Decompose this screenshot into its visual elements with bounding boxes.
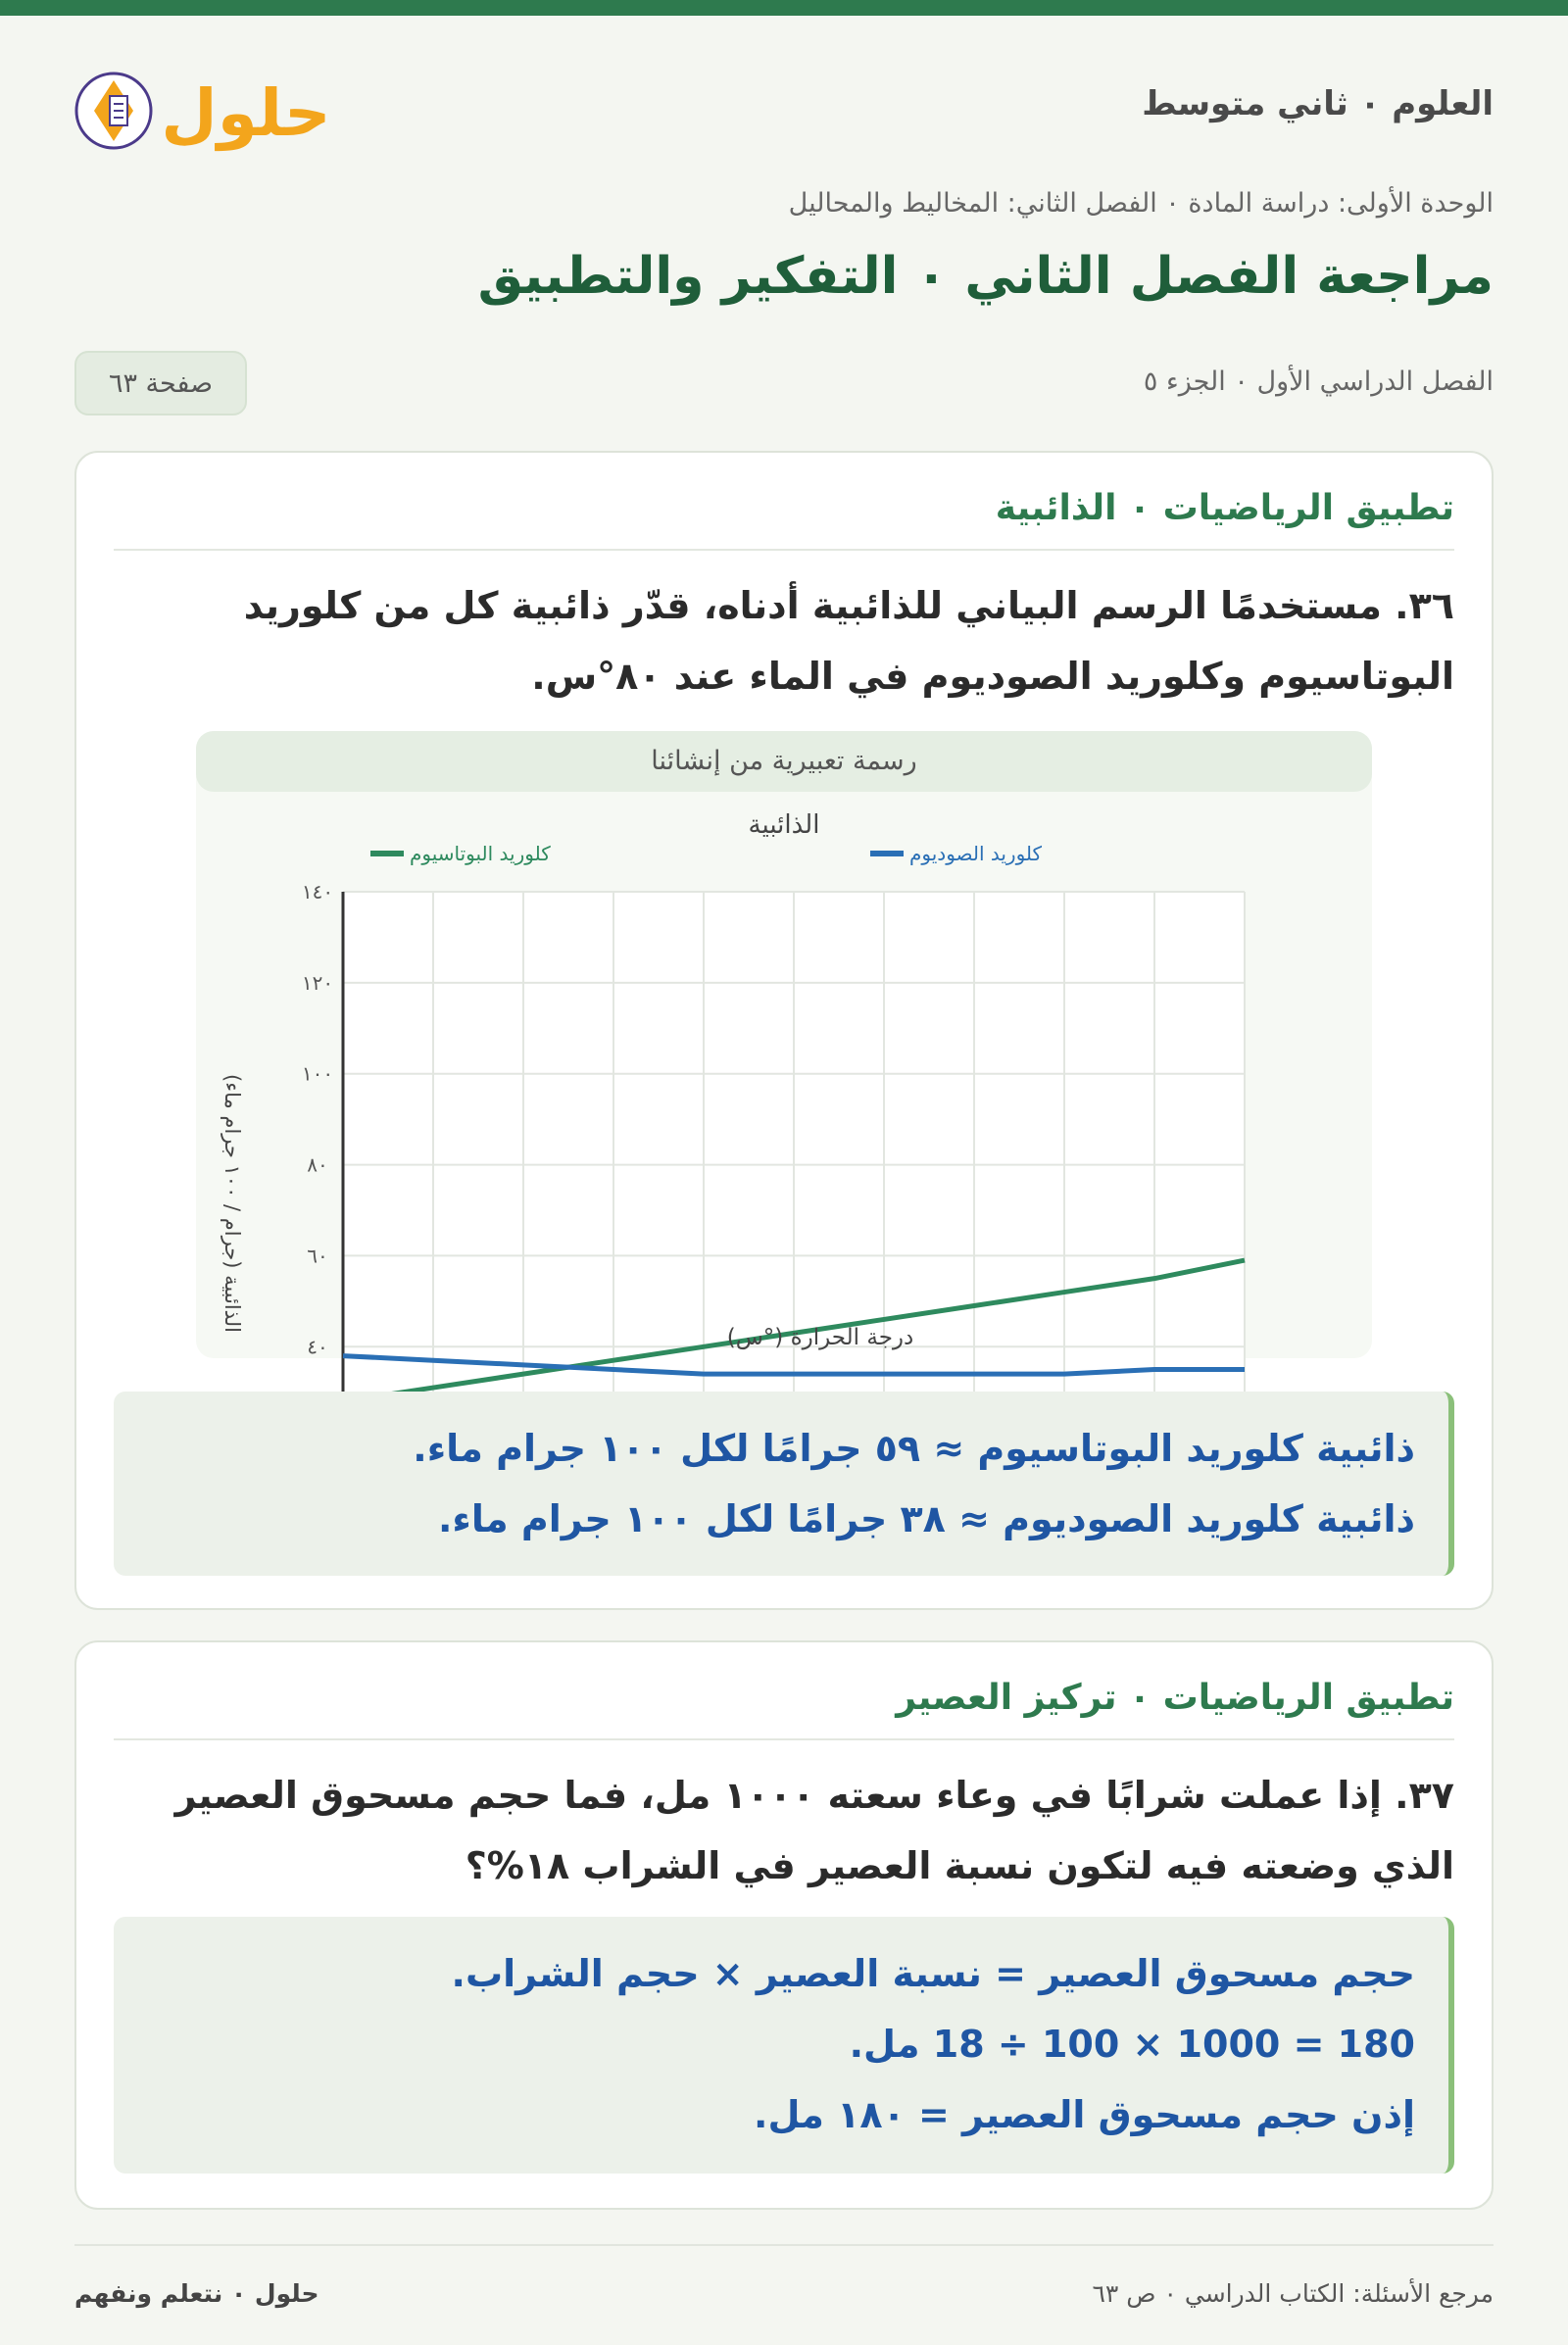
answer-line: حجم مسحوق العصير = نسبة العصير × حجم الشراب. [451, 1952, 1415, 1995]
top-accent-bar [0, 0, 1568, 16]
footer-reference: مرجع الأسئلة: الكتاب الدراسي ٠ ص ٦٣ [1092, 2279, 1494, 2308]
page-footer [74, 2244, 1494, 2315]
solubility-chart [196, 731, 1372, 1358]
section-heading: تطبيق الرياضيات ٠ تركيز العصير [114, 1678, 1454, 1740]
term-meta: الفصل الدراسي الأول ٠ الجزء ٥ [1143, 366, 1494, 397]
brand-logo[interactable] [74, 67, 339, 155]
y-tick-label: ٨٠ [307, 1152, 328, 1177]
logo-text: حلول [161, 75, 331, 151]
answer-line: إذن حجم مسحوق العصير = ١٨٠ مل. [754, 2093, 1415, 2136]
chart-svg [196, 731, 1372, 1358]
y-tick-label: ١٠٠ [301, 1061, 334, 1086]
y-tick-label: ٤٠ [307, 1335, 328, 1359]
chart-title: الذائبية [748, 810, 820, 840]
page-number-badge: صفحة ٦٣ [74, 351, 247, 415]
y-tick-label: ٦٠ [307, 1244, 328, 1268]
subject-label: العلوم ٠ ثاني متوسط [1142, 84, 1494, 123]
page-header [74, 49, 1494, 157]
answer-line: ذائبية كلوريد البوتاسيوم ≈ ٥٩ جرامًا لكل ١٠٠ جرام ماء. [413, 1427, 1415, 1470]
section-juice-concentration [74, 1640, 1494, 2210]
question-37: ٣٧. إذا عملت شرابًا في وعاء سعته ١٠٠٠ مل، فما حجم مسحوق العصير الذي وضعته فيه لتكون نسبة العصير في الشراب ١٨%؟ [174, 1774, 1454, 1887]
page-title: مراجعة الفصل الثاني ٠ التفكير والتطبيق [477, 247, 1494, 306]
y-tick-label: ١٢٠ [301, 970, 334, 995]
answer-line: 180 = 1000 × 100 ÷ 18 مل. [849, 2023, 1415, 2066]
answer-line: ذائبية كلوريد الصوديوم ≈ ٣٨ جرامًا لكل ١٠٠ جرام ماء. [438, 1497, 1415, 1540]
chart-caption: رسمة تعبيرية من إنشائنا [196, 731, 1372, 792]
y-axis-label: الذائبية (جرام / ١٠٠ جرام ماء) [220, 1074, 244, 1333]
answer-36 [114, 1392, 1454, 1576]
legend-label: كلوريد البوتاسيوم [410, 842, 551, 865]
legend-label: كلوريد الصوديوم [909, 842, 1043, 865]
question-36: ٣٦. مستخدمًا الرسم البياني للذائبية أدناه، قدّر ذائبية كل من كلوريد البوتاسيوم وكلوريد الصوديوم في الماء عند ٨٠°س. [243, 584, 1454, 698]
answer-37 [114, 1917, 1454, 2174]
section-heading: تطبيق الرياضيات ٠ الذائبية [114, 488, 1454, 551]
x-axis-label: درجة الحرارة (°س) [726, 1325, 914, 1350]
breadcrumb: الوحدة الأولى: دراسة المادة ٠ الفصل الثاني: المخاليط والمحاليل [788, 188, 1494, 219]
footer-brand: حلول ٠ نتعلم ونفهم [74, 2279, 319, 2308]
section-solubility [74, 451, 1494, 1610]
y-tick-label: ١٤٠ [301, 880, 334, 904]
